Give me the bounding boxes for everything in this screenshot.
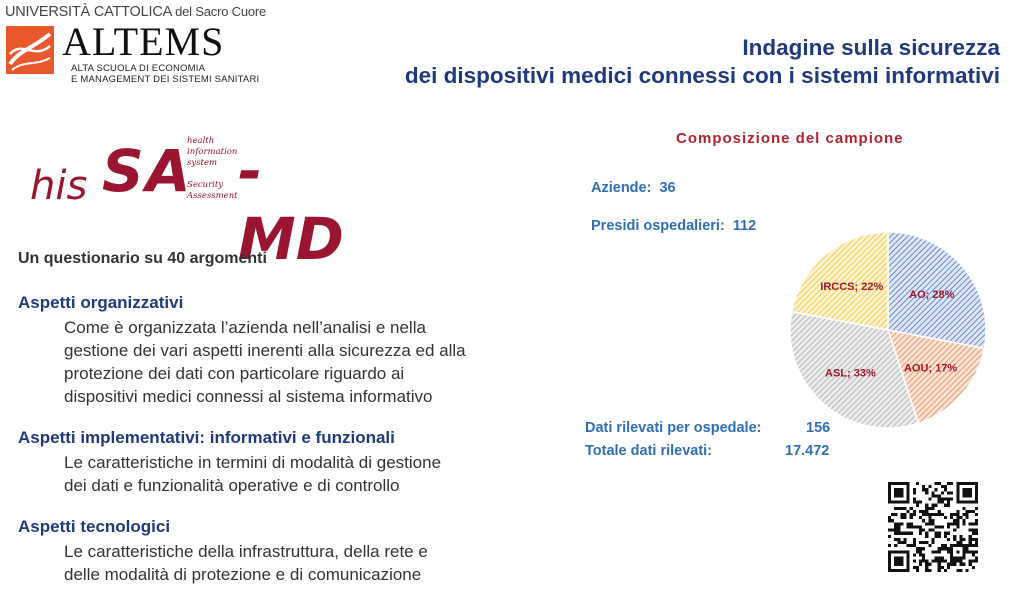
stat-presidi-label: Presidi ospedalieri:: [591, 218, 725, 234]
stat-totale-value: 17.472: [785, 443, 830, 459]
section-line: gestione dei vari aspetti inerenti alla sicurezza ed alla: [64, 341, 466, 360]
pie-label-aou: AOU; 17%: [904, 362, 958, 375]
questionnaire-intro: Un questionario su 40 argomenti: [18, 250, 267, 267]
hissa-small-system: system: [187, 158, 218, 168]
stat-totale: [585, 443, 712, 459]
university-name-main: UNIVERSITÀ CATTOLICA: [5, 4, 172, 20]
section-line: dispositivi medici connessi al sistema informativo: [64, 387, 433, 406]
hissa-small-security: Security: [187, 180, 224, 190]
section-heading-organizzativi: Aspetti organizzativi: [18, 293, 184, 312]
section-heading-implementativi: Aspetti implementativi: informativi e funzionali: [18, 428, 395, 447]
page-title: [405, 34, 1000, 90]
hissa-sa: SA: [102, 137, 193, 205]
qr-code-icon: [888, 482, 978, 572]
stat-per-ospedale: [585, 420, 761, 436]
hissa-small-information: information: [187, 147, 238, 157]
stat-per-ospedale-value: 156: [806, 420, 831, 436]
altems-subtitle: [71, 63, 259, 85]
section-line: Le caratteristiche in termini di modalità di gestione: [64, 453, 442, 472]
altems-name: ALTEMS: [62, 19, 225, 64]
university-name-suffix: del Sacro Cuore: [175, 4, 267, 19]
pie-label-asl: ASL; 33%: [825, 367, 876, 380]
section-line: delle modalità di protezione e di comunicazione: [64, 565, 422, 584]
section-line: dei dati e funzionalità operative e di controllo: [64, 476, 400, 495]
hissa-small-assessment: Assessment: [187, 191, 238, 201]
stat-aziende-value: 36: [659, 180, 676, 196]
altems-subtitle-line1: ALTA SCUOLA DI ECONOMIA: [71, 63, 206, 74]
page-title-line2: dei dispositivi medici connessi con i sistemi informativi: [404, 63, 1000, 88]
hissa-md: -MD: [238, 137, 344, 273]
section-line: protezione dei dati con particolare riguardo ai: [64, 364, 405, 383]
stat-presidi-value: 112: [732, 218, 757, 234]
section-line: Le caratteristiche della infrastruttura, della rete e: [64, 542, 428, 561]
pie-label-ao: AO; 28%: [909, 288, 955, 301]
stat-totale-label: Totale dati rilevati:: [585, 443, 713, 459]
section-line: Come è organizzata l’azienda nell’analisi e nella: [64, 318, 426, 337]
hissa-his: his: [30, 163, 88, 209]
stat-aziende: [591, 180, 676, 196]
sample-title: Composizione del campione: [676, 130, 904, 147]
section-body-implementativi: [64, 451, 554, 497]
section-body-tecnologici: [64, 540, 554, 586]
page-title-line1: Indagine sulla sicurezza: [742, 35, 1000, 60]
stat-aziende-label: Aziende:: [591, 180, 652, 196]
sample-pie-chart: [780, 222, 996, 438]
hissa-small-health: health: [187, 136, 215, 146]
section-body-organizzativi: [64, 316, 554, 408]
pie-label-irccs: IRCCS; 22%: [820, 281, 884, 294]
altems-subtitle-line2: E MANAGEMENT DEI SISTEMI SANITARI: [71, 74, 260, 85]
section-heading-tecnologici: Aspetti tecnologici: [18, 517, 171, 536]
stat-per-ospedale-label: Dati rilevati per ospedale:: [585, 420, 762, 436]
university-name: [5, 4, 266, 20]
altems-logo-icon: [6, 26, 54, 74]
stat-presidi: [591, 218, 756, 234]
